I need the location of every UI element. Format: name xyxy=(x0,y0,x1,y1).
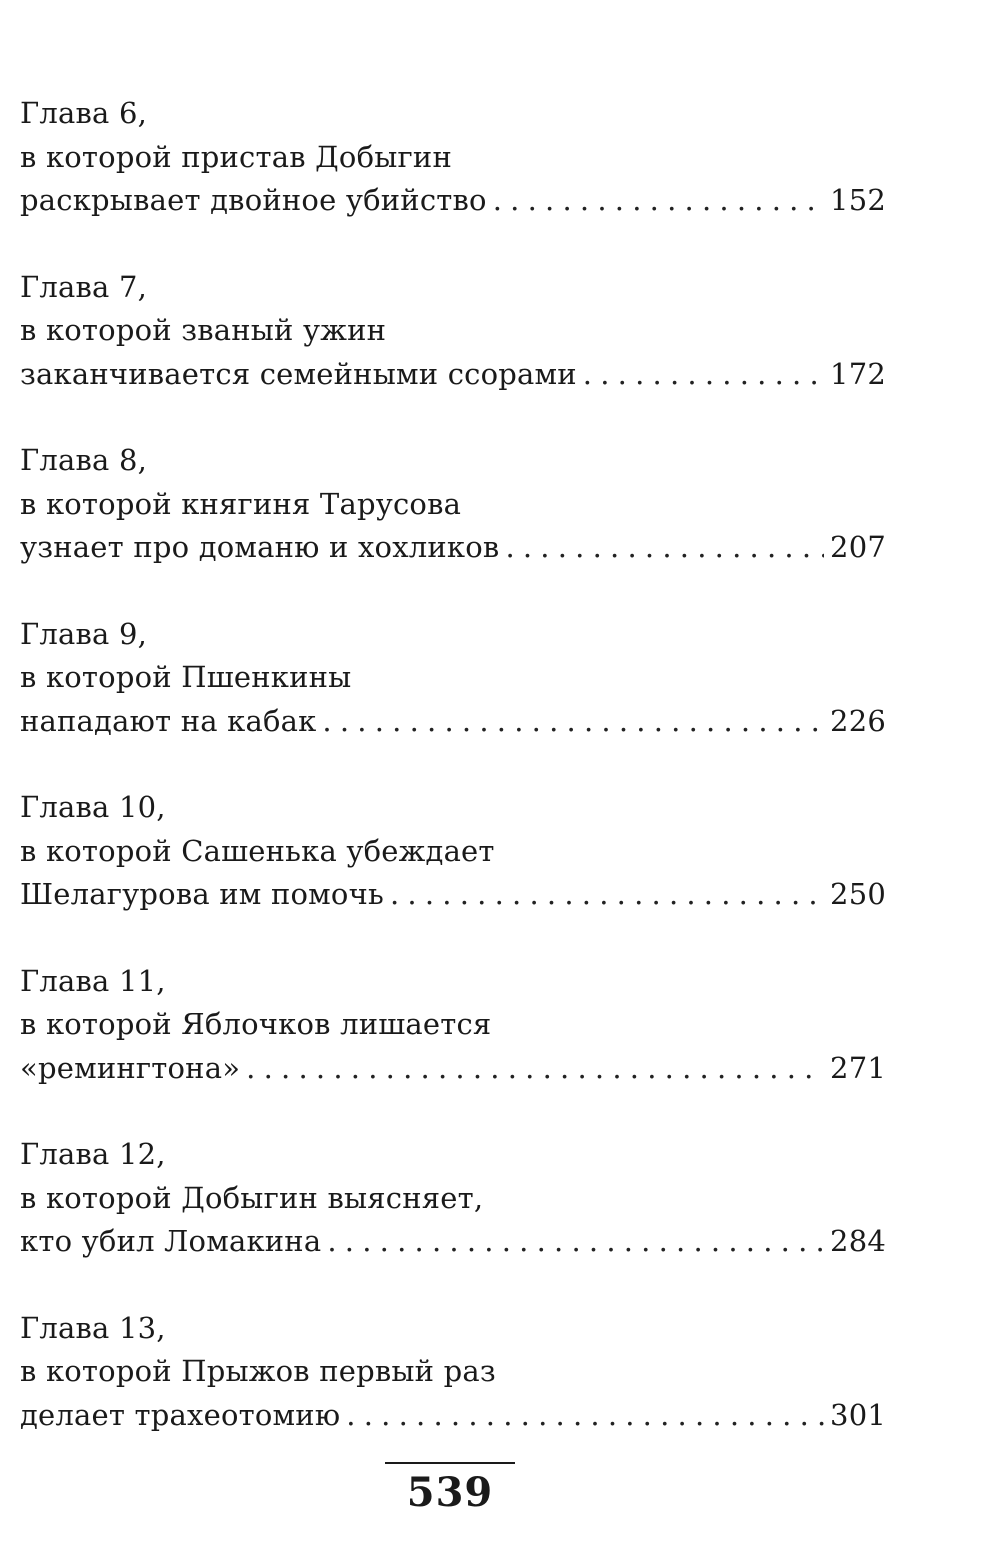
dot-leader xyxy=(505,526,824,570)
chapter-title-line: в которой Прыжов первый раз xyxy=(20,1354,496,1388)
chapter-heading: Глава 6, xyxy=(20,96,148,130)
dot-leader xyxy=(346,1394,824,1438)
dot-leader xyxy=(390,873,824,917)
chapter-title-line: в которой Пшенкины xyxy=(20,660,352,694)
chapter-heading: Глава 7, xyxy=(20,269,148,304)
chapter-title-last-line xyxy=(20,1220,886,1264)
chapter-heading: Глава 13, xyxy=(20,1310,166,1345)
dot-leader xyxy=(583,353,824,397)
chapter-heading: Глава 12, xyxy=(20,1137,166,1171)
chapter-title-last-line xyxy=(20,1047,886,1091)
chapter-title-last-line xyxy=(20,700,886,744)
chapter-title-line: в которой княгиня Тарусова xyxy=(20,486,462,521)
toc-entry xyxy=(20,960,886,1091)
page-number: 539 xyxy=(406,1469,494,1516)
chapter-title-line: в которой Сашенька убеждает xyxy=(20,833,495,868)
chapter-title-last-line xyxy=(20,873,886,917)
chapter-title-text: кто убил Ломакина xyxy=(20,1224,322,1258)
chapter-title-line: в которой Добыгин выясняет, xyxy=(20,1180,484,1215)
table-of-contents xyxy=(20,92,886,1480)
chapter-heading: Глава 11, xyxy=(20,963,166,998)
chapter-title-last-line xyxy=(20,353,886,397)
toc-entry xyxy=(20,266,886,397)
toc-entry xyxy=(20,92,886,223)
toc-entry xyxy=(20,439,886,570)
chapter-page-number: 172 xyxy=(830,356,886,391)
chapter-heading: Глава 10, xyxy=(20,790,166,824)
chapter-page-number: 284 xyxy=(830,1224,886,1258)
chapter-title-last-line xyxy=(20,1394,886,1438)
chapter-title-last-line xyxy=(20,526,886,570)
toc-entry xyxy=(20,786,886,917)
dot-leader xyxy=(327,1220,824,1264)
chapter-heading: Глава 8, xyxy=(20,443,148,477)
dot-leader xyxy=(322,700,824,744)
chapter-title-line: в которой пристав Добыгин xyxy=(20,139,452,174)
chapter-title-text: делает трахеотомию xyxy=(20,1397,341,1432)
chapter-title-text: раскрывает двойное убийство xyxy=(20,183,487,217)
chapter-title-last-line xyxy=(20,179,886,223)
chapter-page-number: 301 xyxy=(830,1397,886,1432)
chapter-title-text: нападают на кабак xyxy=(20,703,317,738)
chapter-page-number: 152 xyxy=(830,183,886,217)
chapter-title-text: узнает про доманю и хохликов xyxy=(20,530,500,564)
page-number-rule xyxy=(385,1462,515,1464)
chapter-page-number: 250 xyxy=(830,877,886,911)
chapter-heading: Глава 9, xyxy=(20,616,148,651)
toc-entry xyxy=(20,613,886,744)
chapter-title-text: Шелагурова им помочь xyxy=(20,877,384,911)
chapter-page-number: 207 xyxy=(830,530,886,564)
chapter-title-text: «ремингтона» xyxy=(20,1050,241,1085)
chapter-page-number: 271 xyxy=(830,1050,886,1085)
chapter-page-number: 226 xyxy=(830,703,886,738)
toc-entry xyxy=(20,1133,886,1264)
chapter-title-text: заканчивается семейными ссорами xyxy=(20,356,577,391)
toc-entry xyxy=(20,1307,886,1438)
dot-leader xyxy=(493,179,824,223)
dot-leader xyxy=(246,1047,824,1091)
chapter-title-line: в которой званый ужин xyxy=(20,313,387,347)
chapter-title-line: в которой Яблочков лишается xyxy=(20,1007,492,1041)
